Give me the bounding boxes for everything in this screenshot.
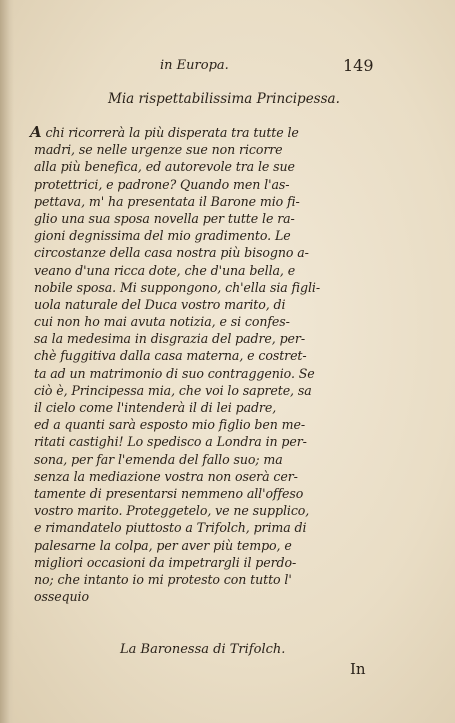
text-line: ta ad un matrimonio di suo contraggenio. Se [34,365,315,381]
text-line: gioni degnissima del mio gradimento. Le [34,228,291,244]
text-line: glio una sua sposa novella per tutte le ra- [34,210,295,226]
initial-letter: A [30,123,42,141]
text-line: e rimandatelo piuttosto a Trifolch, prima di [34,520,307,536]
text-line: ciò è, Principessa mia, che voi lo saprete, sa [34,382,312,398]
text-line: circostanze della casa nostra più bisogno a- [34,245,309,261]
text-line: vostro marito. Proteggetelo, ve ne supplico, [34,503,310,519]
text-line: nobile sposa. Mi suppongono, ch'ella sia figli- [34,279,321,295]
text-line: ed a quanti sarà esposto mio figlio ben me- [34,417,306,433]
text-line: no; che intanto io mi protesto con tutto l' [34,571,292,587]
text-line: tamente di presentarsi nemmeno all'offeso [34,485,304,501]
running-head: in Europa. [160,58,229,73]
page-gutter [0,0,14,723]
text-line: sona, per far l'emenda del fallo suo; ma [34,451,283,467]
text-line: uola naturale del Duca vostro marito, di [34,296,286,312]
salutation-text: Mia rispettabilissima Principessa. [108,91,340,107]
text-line: migliori occasioni da impetrargli il perdo- [34,554,297,570]
text-line: pettava, m' ha presentata il Barone mio fi- [34,193,300,209]
text-line: senza la mediazione vostra non oserà cer- [34,468,298,484]
letter-signature: La Baronessa di Trifolch. [120,642,286,657]
page-number: 149 [343,56,374,75]
text-line: protettrici, e padrone? Quando men l'as- [34,176,290,192]
catchword: In [350,660,366,678]
page-header [0,58,455,80]
text-line: chè fuggitiva dalla casa materna, e costret- [34,348,307,364]
text-line: sa la medesima in disgrazia del padre, per- [34,331,305,347]
text-line [30,124,394,141]
text-line: palesarne la colpa, per aver più tempo, e [34,537,292,553]
letter-body [30,123,394,605]
text-line: cui non ho mai avuta notizia, e si confes- [34,314,290,330]
text-line-content: chi ricorrerà la più disperata tra tutte le [41,125,299,140]
text-line: madri, se nelle urgenze sue non ricorre [34,142,283,158]
text-line: alla più benefica, ed autorevole tra le sue [34,159,295,175]
text-line: il cielo come l'intenderà il di lei padre, [34,400,277,415]
text-line: ritati castighi! Lo spedisco a Londra in per- [34,434,307,450]
text-line: ossequio [34,589,89,605]
text-line: veano d'una ricca dote, che d'una bella, e [34,262,296,278]
